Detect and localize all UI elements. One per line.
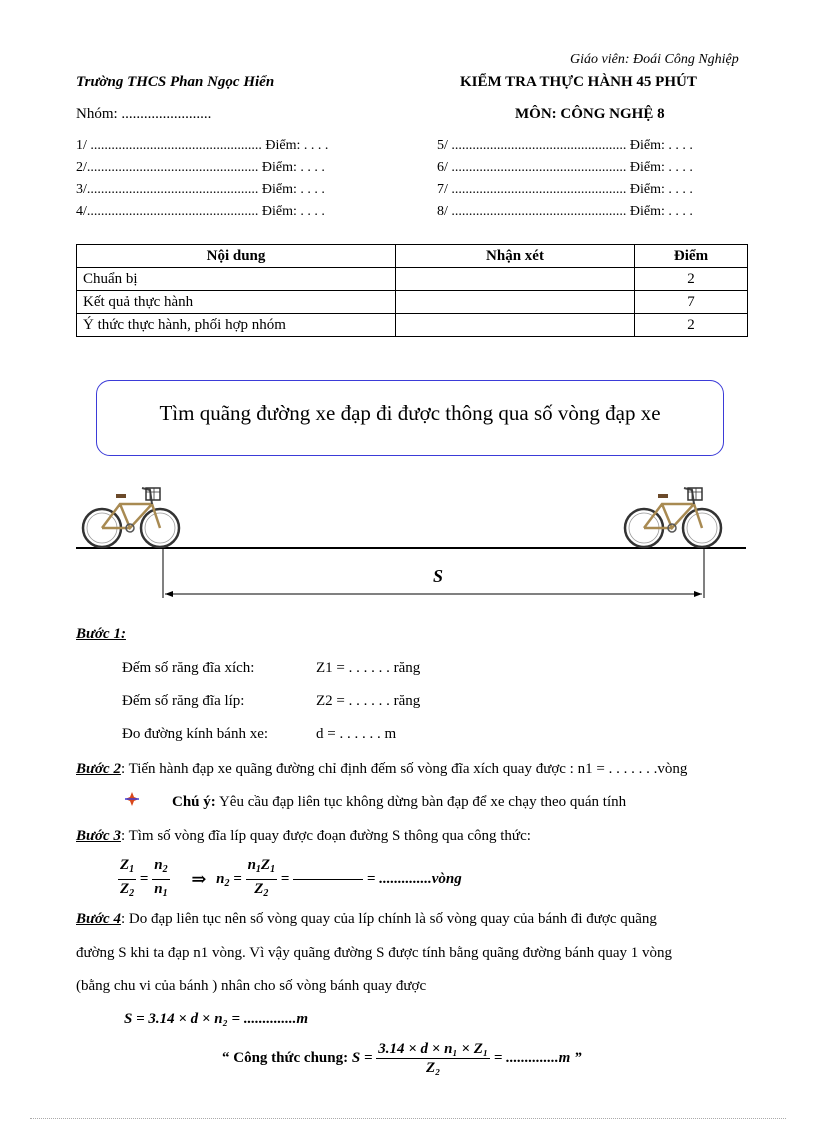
student-line-8[interactable]: 8/ .................................................. Điểm: . . . .	[437, 204, 693, 219]
step3-formula: $\frac{Z_1}{Z_2}$ = $\frac{n_2}{n_1}$ ⇒ $n_2$ = $\frac{n_1Z_1}{Z_2}$ = = ..............vòng	[118, 856, 462, 903]
banner-box	[96, 380, 724, 456]
row-score: 2	[635, 314, 748, 337]
step4-text-3: (bằng chu vi của bánh ) nhân cho số vòng bánh quay được	[76, 978, 427, 994]
student-line-4[interactable]: 4/................................................. Điểm: . . . .	[76, 204, 325, 219]
school-name: Trường THCS Phan Ngọc Hiển	[76, 74, 275, 90]
student-line-1[interactable]: 1/ ................................................. Điểm: . . . .	[76, 138, 329, 153]
step3-formula-result[interactable]: = ..............vòng	[366, 871, 462, 887]
student-line-7[interactable]: 7/ .................................................. Điểm: . . . .	[437, 182, 693, 197]
teacher-name: Giáo viên: Đoái Công Nghiệp	[570, 52, 739, 67]
table-row	[77, 314, 748, 337]
step2-note	[172, 794, 626, 811]
step1-value-1[interactable]: Z1 = . . . . . . răng	[316, 660, 421, 676]
step1-label-1: Đếm số răng đĩa xích:	[122, 660, 255, 676]
ratio-n: $\frac{n_2}{n_1}$	[154, 857, 168, 899]
header-comment: Nhận xét	[396, 245, 635, 268]
exam-title: KIỂM TRA THỰC HÀNH 45 PHÚT	[460, 74, 697, 90]
general-formula-result[interactable]: = ..............m ”	[493, 1050, 582, 1066]
general-fraction	[376, 1040, 490, 1077]
row-score: 7	[635, 291, 748, 314]
bicycle-left-icon	[83, 488, 179, 547]
row-score: 2	[635, 268, 748, 291]
step4-title: Bước 4	[76, 911, 121, 927]
row-comment[interactable]	[396, 291, 635, 314]
distance-diagram	[0, 470, 816, 610]
row-comment[interactable]	[396, 268, 635, 291]
banner-title: Tìm quãng đường xe đạp đi được thông qua số vòng đạp xe	[159, 401, 661, 425]
ratio-n1z1: $\frac{n_1Z_1}{Z_2}$	[247, 857, 276, 899]
arrow-left-icon	[165, 591, 173, 597]
page-divider	[30, 1118, 786, 1119]
step1-label-2: Đếm số răng đĩa líp:	[122, 693, 245, 709]
student-line-3[interactable]: 3/................................................. Điểm: . . . .	[76, 182, 325, 197]
note-label: Chú ý:	[172, 794, 216, 810]
distance-label: S	[433, 566, 444, 586]
arrow-right-icon	[694, 591, 702, 597]
table-row	[77, 291, 748, 314]
student-line-6[interactable]: 6/ .................................................. Điểm: . . . .	[437, 160, 693, 175]
step4-text-1: : Do đạp liên tục nên số vòng quay của líp chính là số vòng quay của bánh đi được quãng	[120, 911, 657, 927]
step4-formula[interactable]: S = 3.14 × d × n₂ = ..............m	[124, 1011, 309, 1027]
step3-text: : Tìm số vòng đĩa líp quay được đoạn đường S thông qua công thức:	[120, 828, 531, 844]
student-line-2[interactable]: 2/................................................. Điểm: . . . .	[76, 160, 325, 175]
general-denominator: Z₂	[425, 1060, 441, 1076]
step2-title: Bước 2	[76, 761, 121, 777]
general-numerator: 3.14 × d × n₁ × Z₁	[378, 1041, 489, 1057]
subject-title: MÔN: CÔNG NGHỆ 8	[515, 106, 665, 122]
step3-title: Bước 3	[76, 828, 121, 844]
step2-line	[76, 761, 687, 778]
note-text: Yêu cầu đạp liên tục không dừng bàn đạp để xe chạy theo quán tính	[215, 794, 627, 810]
step1-value-2[interactable]: Z2 = . . . . . . răng	[316, 693, 421, 709]
grade-table	[76, 244, 748, 337]
step4-line-1	[76, 911, 657, 928]
table-row	[77, 268, 748, 291]
header-score: Điểm	[635, 245, 748, 268]
row-comment[interactable]	[396, 314, 635, 337]
row-content: Chuẩn bị	[77, 268, 396, 291]
step1-title: Bước 1:	[76, 626, 126, 642]
row-content: Ý thức thực hành, phối hợp nhóm	[77, 314, 396, 337]
ratio-z: $\frac{Z_1}{Z_2}$	[120, 857, 135, 899]
student-line-5[interactable]: 5/ .................................................. Điểm: . . . .	[437, 138, 693, 153]
row-content: Kết quả thực hành	[77, 291, 396, 314]
table-header-row	[77, 245, 748, 268]
header-content: Nội dung	[77, 245, 396, 268]
step1-label-3: Đo đường kính bánh xe:	[122, 726, 269, 742]
note-bullet-icon	[124, 791, 140, 807]
general-formula: “ Công thức chung: S = $\frac{\text{3.14 × d × n₁ × Z₁}}{\text{Z₂}}$ = ..............m ”	[222, 1041, 582, 1076]
step3-line	[76, 828, 531, 845]
step2-text: : Tiến hành đạp xe quãng đường chỉ định đếm số vòng đĩa xích quay được : n1 = . . . . . . .vòng	[120, 761, 688, 777]
bicycle-right-icon	[625, 488, 721, 547]
group-field[interactable]: Nhóm: ........................	[76, 106, 212, 122]
step1-value-3[interactable]: d = . . . . . . m	[316, 726, 397, 742]
step4-text-2: đường S khi ta đạp n1 vòng. Vì vậy quãng đường S được tính bằng quãng đường bánh quay 1 vòng	[76, 945, 673, 961]
general-formula-label: “ Công thức chung:	[222, 1050, 349, 1066]
